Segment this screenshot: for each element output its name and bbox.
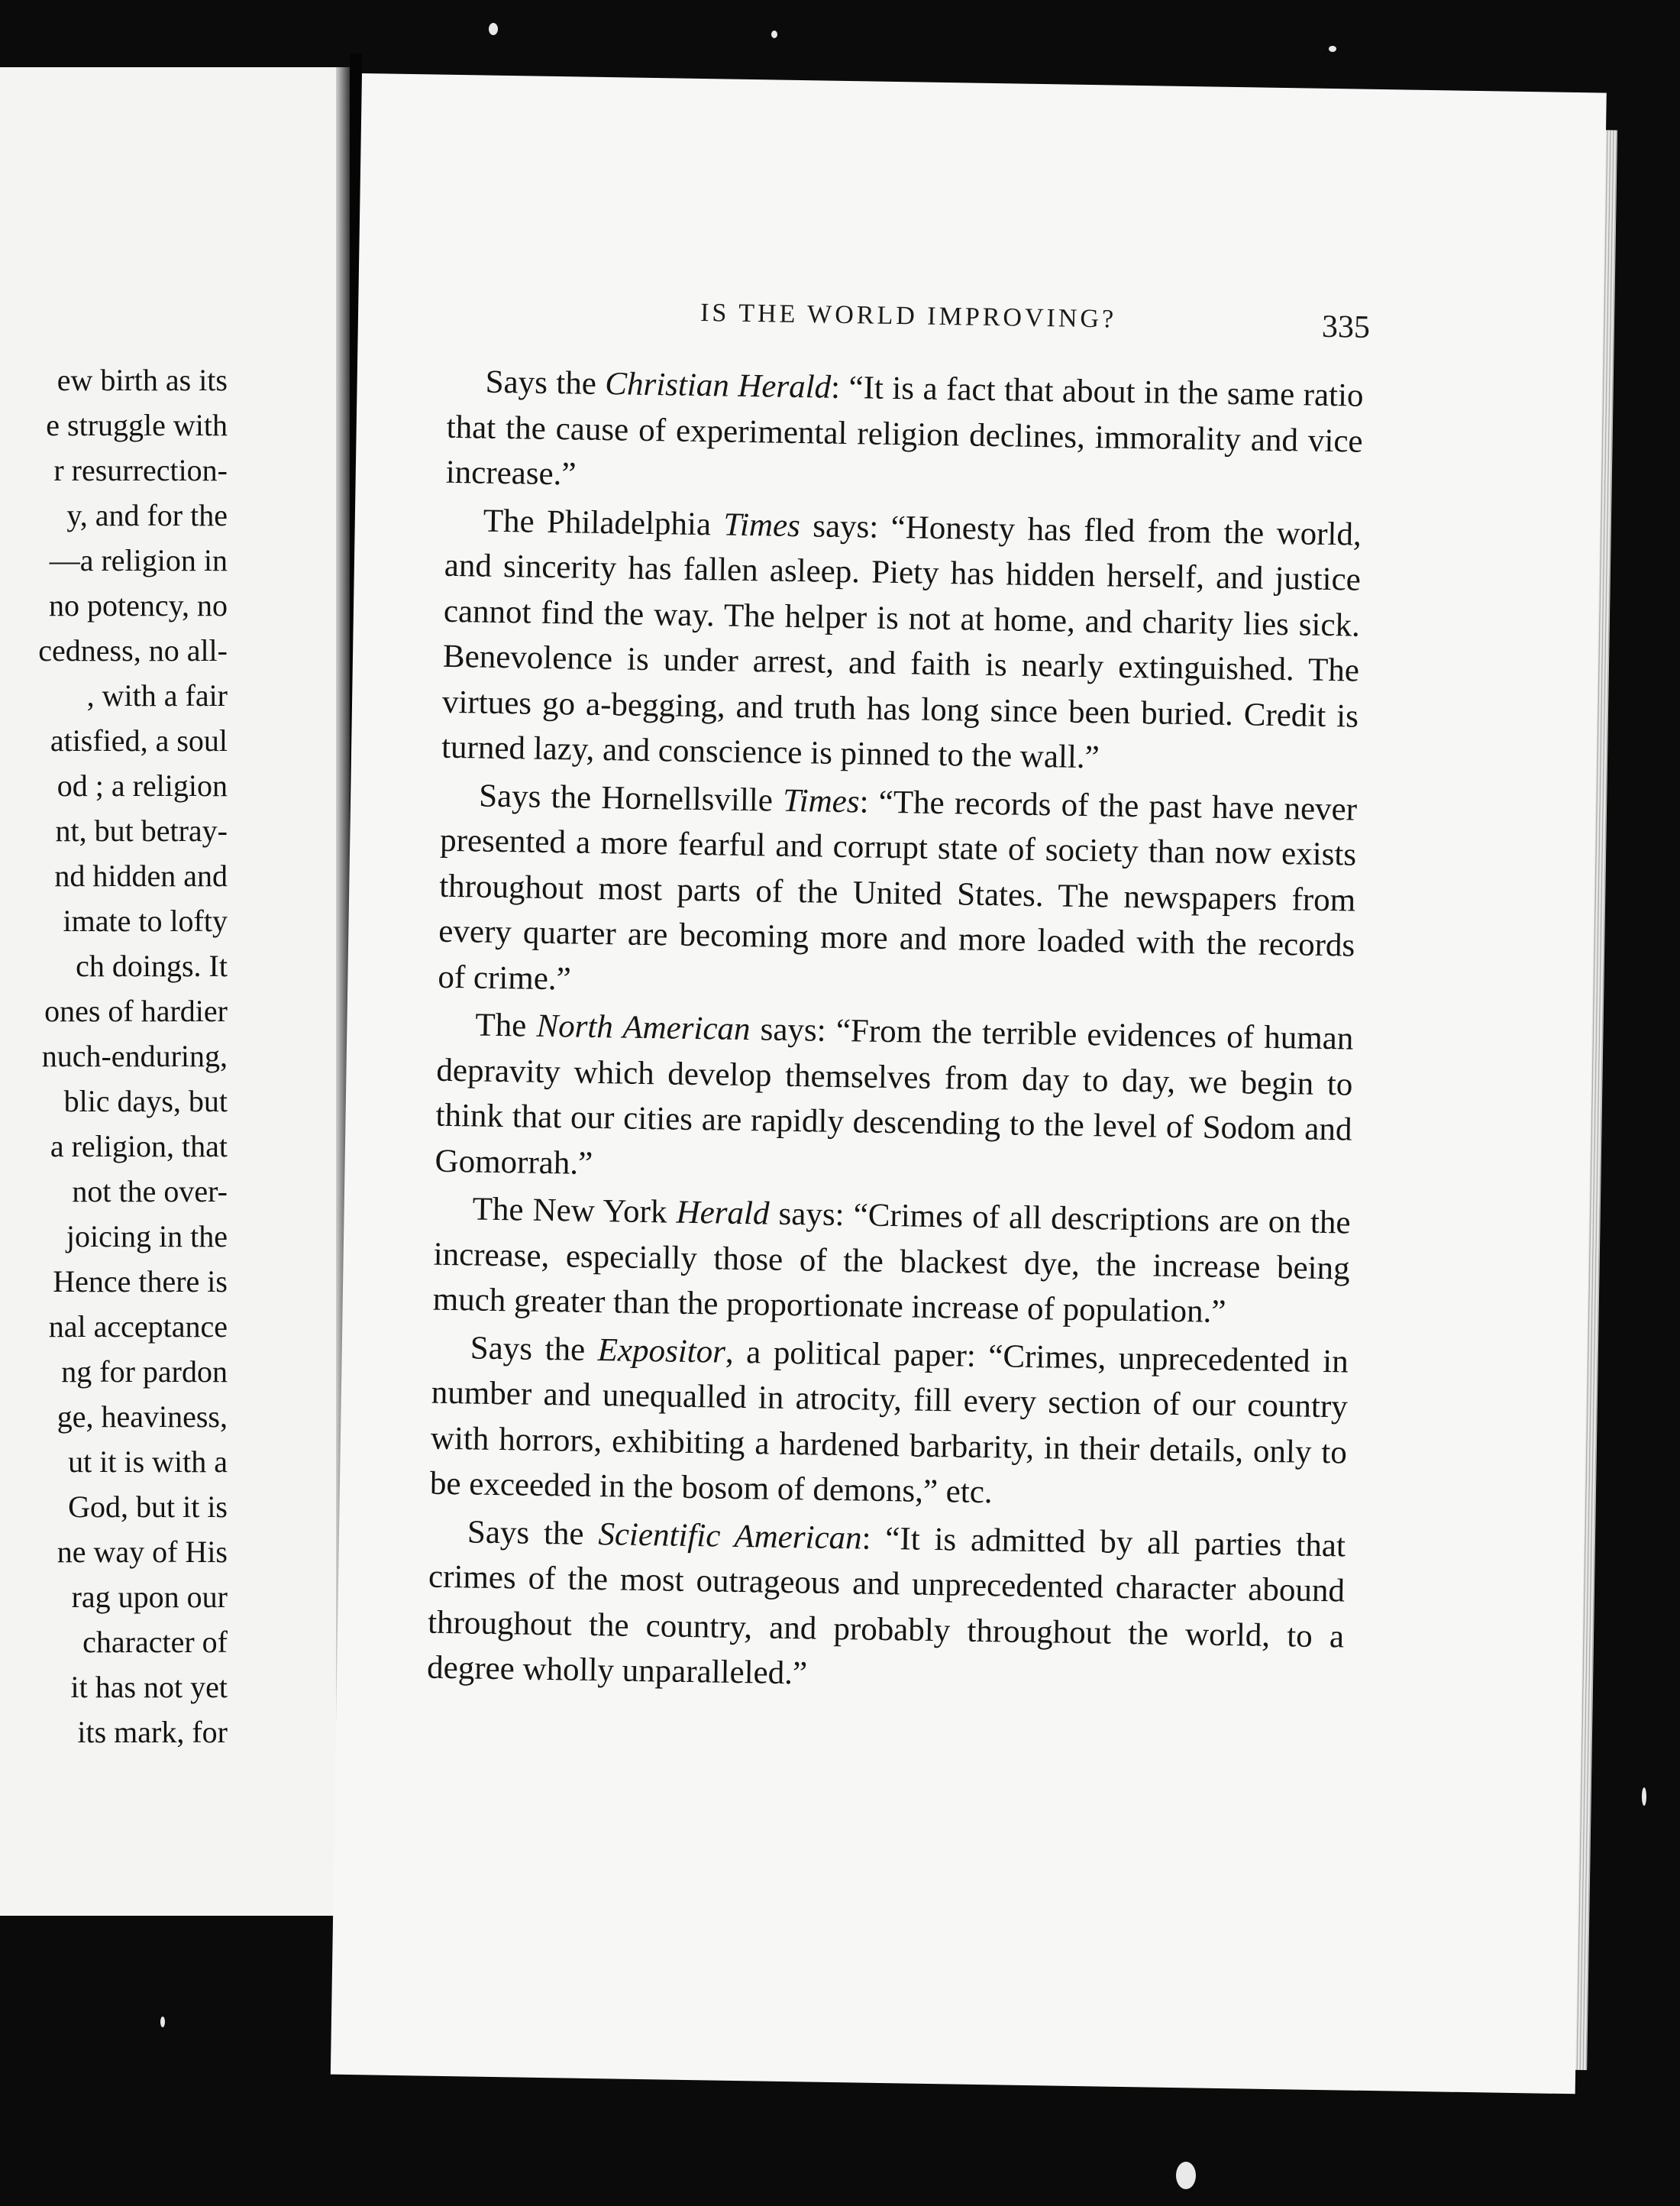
left-page-line: joicing in the (66, 1219, 228, 1253)
paragraph-lead: Says the (467, 1513, 599, 1552)
page-body (427, 359, 1364, 1707)
quote-paragraph (438, 772, 1358, 1014)
dust-speck (771, 31, 777, 38)
dust-speck (160, 2017, 165, 2027)
quote-text: : “The records of the past have never presented a more fearful and corrupt state of society than now exists throughout most parts of the United States. The newspapers from every quarter are becoming more and more loaded with the records of crime.” (438, 783, 1358, 997)
quote-paragraph (427, 1509, 1346, 1705)
left-page-line: no potency, no (48, 588, 228, 623)
left-page-line: ng for pardon (61, 1354, 228, 1389)
paragraph-lead: The Philadelphia (483, 503, 724, 543)
quote-paragraph (432, 1186, 1351, 1337)
source-title: Expositor (597, 1331, 726, 1370)
source-title: Times (723, 506, 801, 544)
left-page-line: God, but it is (68, 1490, 228, 1524)
dust-speck (1329, 46, 1336, 52)
left-page-line: ut it is with a (68, 1444, 228, 1479)
quote-paragraph (441, 497, 1362, 784)
left-page-line: ch doings. It (76, 949, 228, 983)
left-page-line: imate to lofty (63, 904, 228, 938)
left-page-line: Hence there is (53, 1264, 228, 1299)
paragraph-lead: Says the (485, 364, 606, 403)
quote-text: says: “Honesty has fled from the world, and sincerity has fallen asleep. Piety has hidden herself, and justice cannot find the way. The helper is not at home, and charity lies sick. Benevolence is under arrest, and faith is nearly extinguished. The virtues go a-begging, and truth has long since been buried. Credit is turned lazy, and conscience is pinned to the wall.” (441, 507, 1362, 776)
left-page-line: ew birth as its (57, 363, 228, 397)
left-page-line: ge, heaviness, (57, 1399, 228, 1434)
left-page-line: nd hidden and (54, 859, 228, 893)
paragraph-lead: Says the (470, 1329, 599, 1368)
left-page-line: nal acceptance (48, 1309, 228, 1344)
paragraph-lead: Says the Hornellsville (478, 778, 783, 819)
left-page-line: r resurrection- (53, 453, 228, 487)
source-title: Christian Herald (605, 366, 832, 406)
dust-speck (489, 23, 498, 35)
left-page-line: y, and for the (66, 498, 228, 532)
dust-speck (1642, 1787, 1646, 1806)
left-page-line: od ; a religion (57, 768, 228, 803)
quote-text: says: “From the terrible evidences of human depravity which develop themselves from day to day, we begin to think that our cities are rapidly descending to the level of Sodom and Gomorrah.” (435, 1011, 1354, 1182)
page-number: 335 (1321, 309, 1371, 345)
quote-paragraph (445, 359, 1364, 509)
source-title: Scientific American (598, 1515, 862, 1557)
quote-text: says: “Crimes of all descriptions are on the increase, especially those of the blackest dye, the increase being much greater than the proportionate increase of population.” (432, 1195, 1351, 1330)
left-page-line: atisfied, a soul (50, 723, 228, 758)
left-page-line: character of (82, 1625, 228, 1659)
left-page (0, 67, 342, 1916)
left-page-line: nuch-enduring, (41, 1039, 228, 1073)
quote-text: : “It is admitted by all parties that crimes of the most outrageous and unprecedented character abound throughout the country, and probably throughout the world, to a degree wholly unparalleled.” (426, 1520, 1346, 1692)
left-page-line: cedness, no all- (38, 633, 228, 668)
paragraph-lead: The New York (472, 1191, 677, 1231)
left-page-line: , with a fair (86, 678, 228, 713)
source-title: North American (536, 1008, 751, 1048)
dust-speck (1176, 2162, 1196, 2189)
quote-paragraph (435, 1002, 1354, 1198)
left-page-line: a religion, that (50, 1129, 228, 1163)
source-title: Times (782, 782, 860, 820)
left-page-line: nt, but betray- (55, 814, 228, 848)
quote-text: : “It is a fact that about in the same ratio that the cause of experimental religion declines, immorality and vice increase.” (445, 369, 1364, 493)
right-page (331, 73, 1607, 2094)
quote-text: , a political paper: “Crimes, unprecedented in number and unequalled in atrocity, fill every section of our country with horrors, exhibiting a hardened barbarity, in their details, only to be exceeded in the bosom of demons,” etc. (429, 1334, 1349, 1511)
left-page-line: blic days, but (63, 1084, 228, 1118)
quote-paragraph (430, 1325, 1349, 1521)
paragraph-lead: The (475, 1007, 537, 1044)
running-head: IS THE WORLD IMPROVING? (699, 299, 1117, 334)
left-page-line: e struggle with (46, 408, 228, 442)
left-page-line: ones of hardier (44, 994, 228, 1028)
left-page-line: its mark, for (77, 1715, 228, 1749)
left-page-line: rag upon our (71, 1580, 228, 1614)
left-page-line: it has not yet (70, 1670, 228, 1704)
left-page-line: —a religion in (49, 543, 228, 577)
left-page-line: ne way of His (57, 1535, 228, 1569)
left-page-line: not the over- (72, 1174, 228, 1208)
source-title: Herald (676, 1194, 770, 1232)
